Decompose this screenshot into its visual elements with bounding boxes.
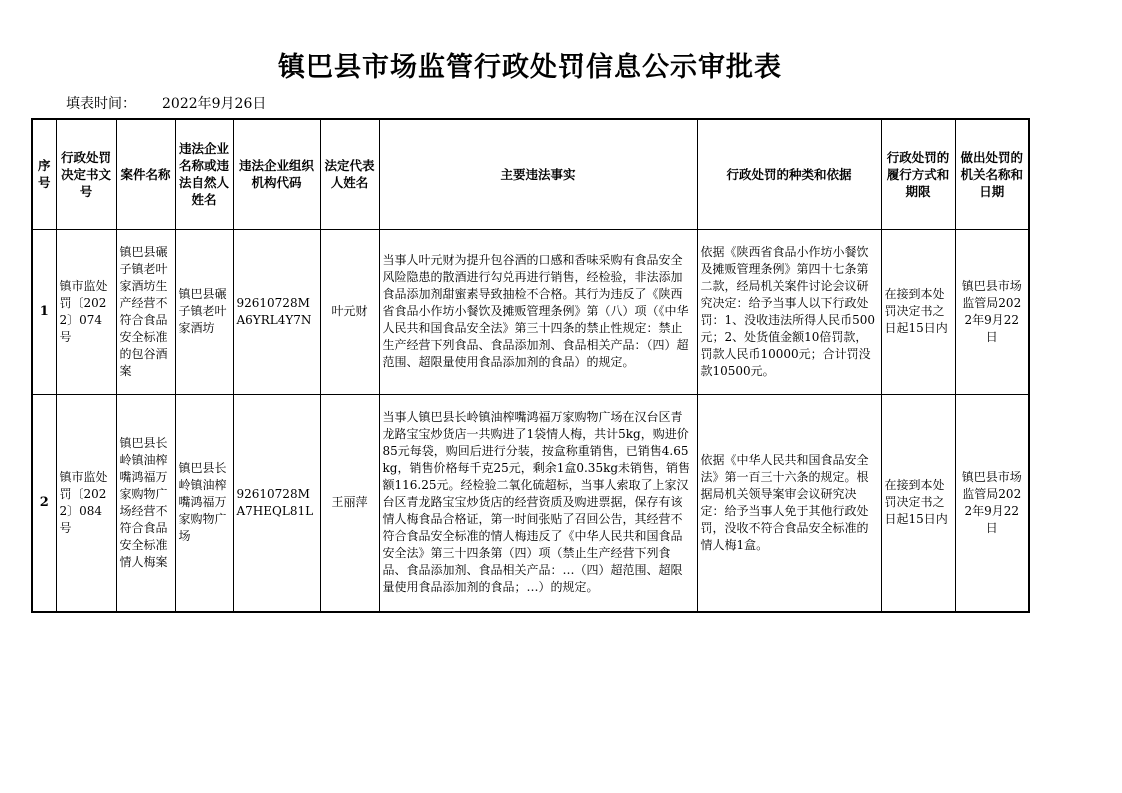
fill-date (66, 93, 266, 113)
penalty-table (31, 118, 1030, 613)
col-header-execution: 行政处罚的履行方式和期限 (881, 119, 955, 229)
row-authority: 镇巴县市场监管局2022年9月22日 (955, 394, 1029, 612)
col-header-index: 序号 (32, 119, 56, 229)
row-party: 镇巴县长岭镇油榨嘴鸿福万家购物广场 (175, 394, 233, 612)
row-authority: 镇巴县市场监管局2022年9月22日 (955, 229, 1029, 394)
row-doc-no: 镇市监处罚〔2022〕074号 (56, 229, 116, 394)
col-header-case-name: 案件名称 (116, 119, 175, 229)
row-doc-no: 镇市监处罚〔2022〕084号 (56, 394, 116, 612)
table-header-row (32, 119, 1029, 229)
row-facts: 当事人叶元财为提升包谷酒的口感和香味采购有食品安全风险隐患的散酒进行勾兑再进行销售，经检验，非法添加食品添加剂甜蜜素导致抽检不合格。其行为违反了《陕西省食品小作坊小餐饮及摊贩管理条例》第（八）项（《中华人民共和国食品安全法》第三十四条的禁止性规定：禁止生产经营下列食品、食品添加剂、食品相关产品：（四）超范围、超限量使用食品添加剂的食品）的规定。 (379, 229, 697, 394)
table-row (32, 229, 1029, 394)
col-header-penalty: 行政处罚的种类和依据 (697, 119, 881, 229)
row-legal-rep: 叶元财 (320, 229, 379, 394)
fill-date-label: 填表时间： (66, 96, 136, 112)
col-header-doc-no: 行政处罚决定书文号 (56, 119, 116, 229)
col-header-authority: 做出处罚的机关名称和日期 (955, 119, 1029, 229)
row-case-name: 镇巴县碾子镇老叶家酒坊生产经营不符合食品安全标准的包谷酒案 (116, 229, 175, 394)
fill-date-value: 2022年9月26日 (162, 96, 267, 112)
row-penalty: 依据《中华人民共和国食品安全法》第一百三十六条的规定。根据局机关领导案审会议研究决定：给予当事人免于其他行政处罚，没收不符合食品安全标准的情人梅1盒。 (697, 394, 881, 612)
row-case-name: 镇巴县长岭镇油榨嘴鸿福万家购物广场经营不符合食品安全标准情人梅案 (116, 394, 175, 612)
row-execution: 在接到本处罚决定书之日起15日内 (881, 394, 955, 612)
table-row (32, 394, 1029, 612)
col-header-legal-rep: 法定代表人姓名 (320, 119, 379, 229)
row-execution: 在接到本处罚决定书之日起15日内 (881, 229, 955, 394)
row-index: 2 (32, 394, 56, 612)
page-title: 镇巴县市场监管行政处罚信息公示审批表 (278, 52, 782, 83)
row-facts: 当事人镇巴县长岭镇油榨嘴鸿福万家购物广场在汉台区青龙路宝宝炒货店一共购进了1袋情人梅，共计5kg，购进价85元每袋，购回后进行分装，按盒称重销售，已销售4.65kg，销售价格每千克25元，剩余1盒0.35kg未销售，销售额116.25元。经检验二氧化硫超标，当事人索取了上家汉台区青龙路宝宝炒货店的经营资质及购进票据，保存有该情人梅食品合格证，第一时间张贴了召回公告，其经营不符合食品安全标准的情人梅违反了《中华人民共和国食品安全法》第三十四条第（四）项（禁止生产经营下列食品、食品添加剂、食品相关产品：…（四）超范围、超限量使用食品添加剂的食品；…）的规定。 (379, 394, 697, 612)
col-header-facts: 主要违法事实 (379, 119, 697, 229)
col-header-party: 违法企业名称或违法自然人姓名 (175, 119, 233, 229)
row-org-code: 92610728MA7HEQL81L (233, 394, 320, 612)
row-org-code: 92610728MA6YRL4Y7N (233, 229, 320, 394)
row-index: 1 (32, 229, 56, 394)
row-party: 镇巴县碾子镇老叶家酒坊 (175, 229, 233, 394)
row-legal-rep: 王丽萍 (320, 394, 379, 612)
col-header-org-code: 违法企业组织机构代码 (233, 119, 320, 229)
row-penalty: 依据《陕西省食品小作坊小餐饮及摊贩管理条例》第四十七条第二款，经局机关案件讨论会议研究决定：给予当事人以下行政处罚：1、没收违法所得人民币500元；2、处货值金额10倍罚款，罚款人民币10000元；合计罚没款10500元。 (697, 229, 881, 394)
